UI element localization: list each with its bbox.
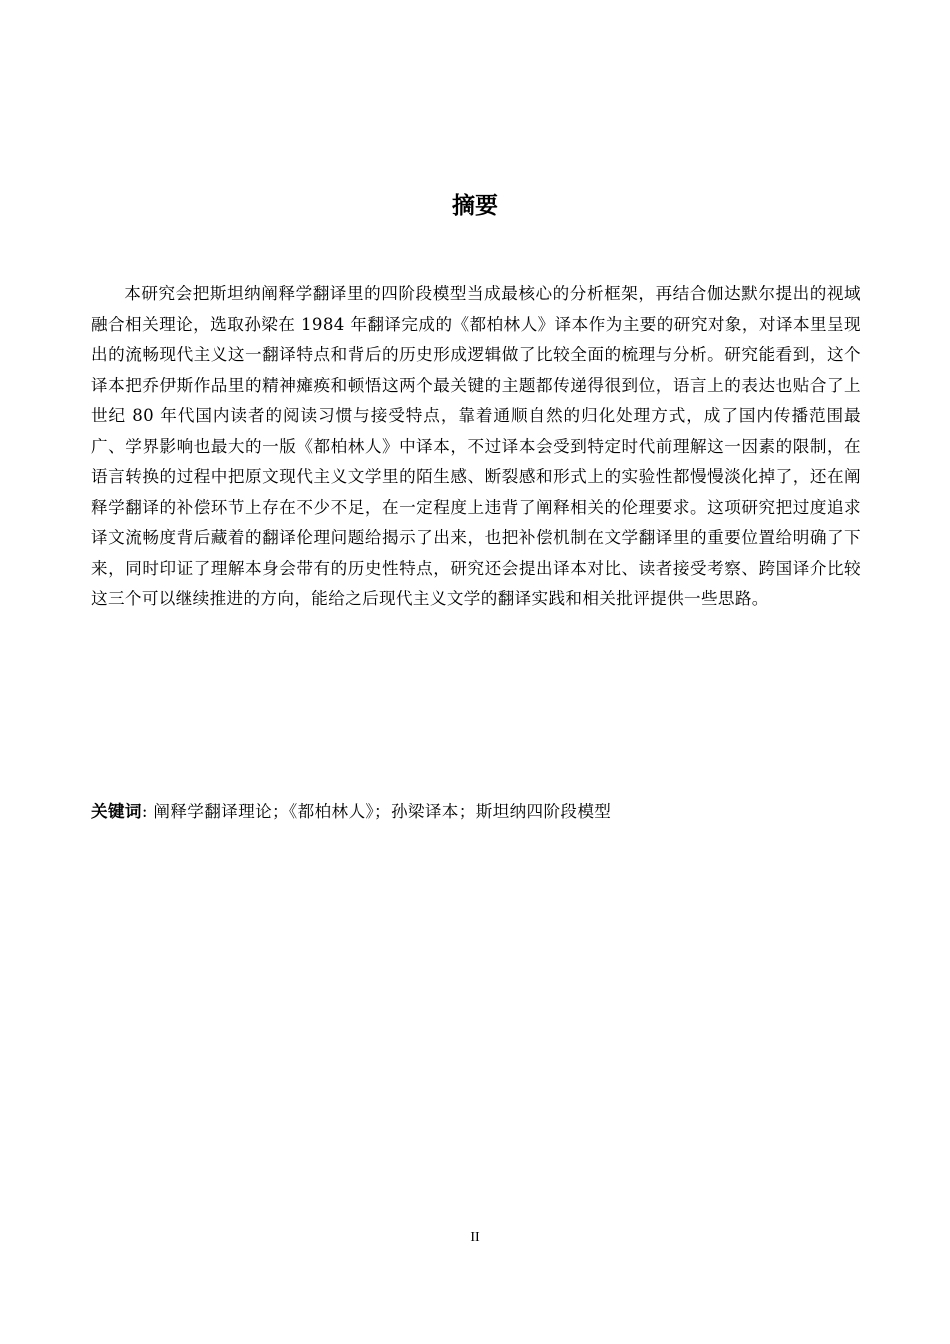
keywords-text: 阐释学翻译理论；《都柏林人》；孙梁译本；斯坦纳四阶段模型 bbox=[153, 802, 612, 821]
keywords-label: 关键词 bbox=[91, 802, 142, 821]
keywords-separator: : bbox=[141, 802, 154, 821]
abstract-paragraph: 本研究会把斯坦纳阐释学翻译里的四阶段模型当成最核心的分析框架，再结合伽达默尔提出的视域融合相关理论，选取孙梁在 1984 年翻译完成的《都柏林人》译本作为主要的研究对象，对译本里呈现出的流畅现代主义这一翻译特点和背后的历史形成逻辑做了比较全面的梳理与分析。研究能看到，这个译本把乔伊斯作品里的精神瘫痪和顿悟这两个最关键的主题都传递得很到位，语言上的表达也贴合了上世纪 80 年代国内读者的阅读习惯与接受特点，靠着通顺自然的归化处理方式，成了国内传播范围最广、学界影响也最大的一版《都柏林人》中译本，不过译本会受到特定时代前理解这一因素的限制，在语言转换的过程中把原文现代主义文学里的陌生感、断裂感和形式上的实验性都慢慢淡化掉了，还在阐释学翻译的补偿环节上存在不少不足，在一定程度上违背了阐释相关的伦理要求。这项研究把过度追求译文流畅度背后藏着的翻译伦理问题给揭示了出来，也把补偿机制在文学翻译里的重要位置给明确了下来，同时印证了理解本身会带有的历史性特点，研究还会提出译本对比、读者接受考察、跨国译介比较这三个可以继续推进的方向，能给之后现代主义文学的翻译实践和相关批评提供一些思路。 bbox=[91, 284, 861, 608]
page-number: II bbox=[470, 1230, 480, 1245]
keywords-line bbox=[91, 797, 861, 827]
abstract-title: 摘要 bbox=[452, 193, 498, 219]
